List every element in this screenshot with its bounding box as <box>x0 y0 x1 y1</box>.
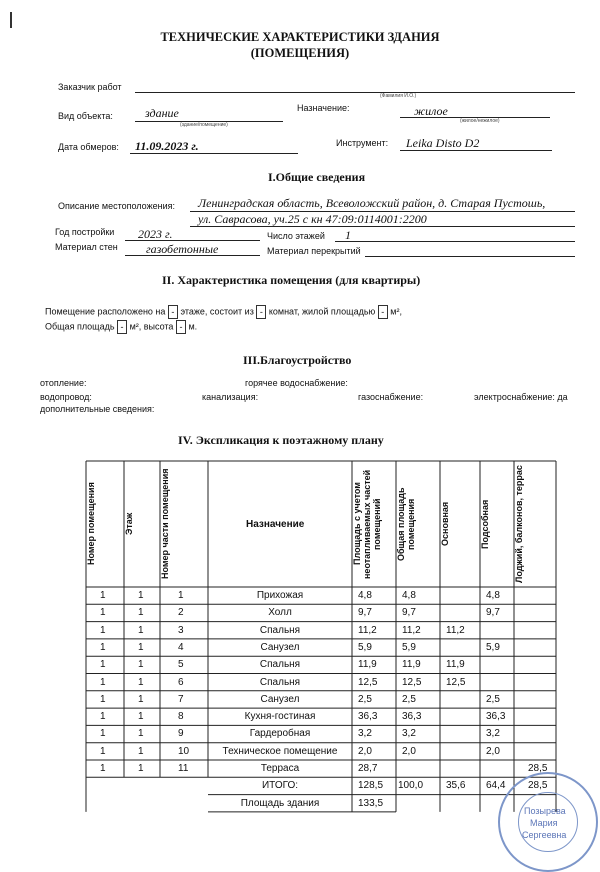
year-label: Год постройки <box>55 227 115 237</box>
cell-area-unheated: 2,5 <box>358 693 372 705</box>
stamp-line3: Сергеевна <box>522 830 567 840</box>
cell-main: 11,9 <box>446 659 465 671</box>
cell-floor: 1 <box>138 607 144 619</box>
gas-label: газоснабжение: <box>358 392 424 402</box>
date-value: 11.09.2023 г. <box>135 139 199 153</box>
cell-floor: 1 <box>138 728 144 740</box>
cell-floor: 1 <box>138 676 144 688</box>
header-part-no: Номер части помещения <box>160 468 170 580</box>
room-heading: II. Характеристика помещения (для квартиры) <box>162 273 421 287</box>
building-area-value: 133,5 <box>358 797 384 809</box>
cell-room-no: 1 <box>100 659 106 671</box>
total-area-unheated: 128,5 <box>358 780 384 792</box>
cell-purpose: Терраса <box>260 763 300 774</box>
header-loggias: Лоджий, балконов, террас <box>514 465 524 583</box>
walls-value: газобетонные <box>146 242 219 256</box>
cell-purpose: Спальня <box>259 676 301 688</box>
cell-purpose: Прихожая <box>256 590 304 601</box>
cell-main: 12,5 <box>446 676 466 688</box>
cell-total-area: 11,2 <box>402 624 421 636</box>
cell-auxiliary: 2,5 <box>486 693 500 705</box>
object-type-label: Вид объекта: <box>58 111 113 121</box>
header-total-area: Общая площадь помещения <box>396 487 416 561</box>
purpose-value: жилое <box>414 104 448 118</box>
date-label: Дата обмеров: <box>58 142 119 152</box>
cell-area-unheated: 36,3 <box>358 711 378 723</box>
cell-part-no: 1 <box>178 590 184 601</box>
total-main: 35,6 <box>446 780 466 792</box>
header-room-no: Номер помещения <box>86 482 96 566</box>
cell-purpose: Гардеробная <box>249 728 311 740</box>
cell-purpose: Техническое помещение <box>222 745 338 757</box>
cell-room-no: 1 <box>100 607 106 619</box>
customer-hint: (Фамилия И.О.) <box>380 93 417 99</box>
sewer-label: канализация: <box>202 392 259 402</box>
general-heading: I.Общие сведения <box>268 170 366 184</box>
explication-heading: IV. Экспликация к поэтажному плану <box>178 433 384 447</box>
cell-room-no: 1 <box>100 676 106 688</box>
cell-total-area: 12,5 <box>402 676 422 688</box>
document-subtitle: (ПОМЕЩЕНИЯ) <box>250 46 350 60</box>
instrument-label: Инструмент: <box>336 138 389 148</box>
cell-floor: 1 <box>138 745 144 757</box>
cell-part-no: 5 <box>178 659 184 671</box>
cell-total-area: 36,3 <box>402 711 422 723</box>
total-loggias: 28,5 <box>528 780 548 792</box>
cell-auxiliary: 4,8 <box>486 590 500 601</box>
ceiling-label: Материал перекрытий <box>267 246 361 256</box>
total-auxiliary: 64,4 <box>486 780 506 792</box>
cell-total-area: 9,7 <box>402 607 416 619</box>
cell-area-unheated: 28,7 <box>358 763 378 774</box>
cell-part-no: 6 <box>178 676 184 688</box>
cell-area-unheated: 11,9 <box>358 659 377 671</box>
living-area-box: - <box>378 305 388 319</box>
purpose-label: Назначение: <box>297 103 350 113</box>
cell-floor: 1 <box>138 711 144 723</box>
cell-auxiliary: 2,0 <box>486 745 500 757</box>
room-text-m: м. <box>188 321 198 332</box>
cell-total-area: 11,9 <box>402 659 421 671</box>
total-total-area: 100,0 <box>398 780 424 792</box>
cell-part-no: 10 <box>178 745 190 757</box>
header-main: Основная <box>440 501 450 547</box>
cell-total-area: 2,0 <box>402 745 416 757</box>
cell-room-no: 1 <box>100 624 106 636</box>
cell-auxiliary: 9,7 <box>486 607 500 619</box>
floors-label: Число этажей <box>267 231 325 241</box>
cell-area-unheated: 3,2 <box>358 728 372 740</box>
cell-loggias: 28,5 <box>528 763 548 774</box>
room-text-unit: м², <box>390 306 402 317</box>
object-type-hint: (здание/помещение) <box>180 122 228 128</box>
hot-water-label: горячее водоснабжение: <box>245 378 348 388</box>
cell-room-no: 1 <box>100 711 106 723</box>
cell-part-no: 8 <box>178 711 184 723</box>
cell-purpose: Холл <box>268 607 292 619</box>
walls-label: Материал стен <box>55 242 118 252</box>
cell-auxiliary: 3,2 <box>486 728 500 740</box>
cell-floor: 1 <box>138 624 144 636</box>
total-area-box: - <box>117 320 127 334</box>
rooms-box: - <box>256 305 266 319</box>
location-line2: ул. Саврасова, уч.25 с кн 47:09:0114001:2200 <box>198 212 427 226</box>
purpose-hint: (жилое/нежилое) <box>460 118 500 124</box>
cell-purpose: Спальня <box>259 659 301 671</box>
cell-room-no: 1 <box>100 745 106 757</box>
cell-main: 11,2 <box>446 624 465 636</box>
total-label: ИТОГО: <box>261 780 299 792</box>
object-type-value: здание <box>145 106 179 120</box>
water-label: водопровод: <box>40 392 92 402</box>
building-area-label: Площадь здания <box>240 797 320 809</box>
cell-room-no: 1 <box>100 763 106 774</box>
floor-box: - <box>168 305 178 319</box>
document-title: ТЕХНИЧЕСКИЕ ХАРАКТЕРИСТИКИ ЗДАНИЯ <box>160 30 440 44</box>
cell-floor: 1 <box>138 693 144 705</box>
cell-floor: 1 <box>138 659 144 671</box>
cell-part-no: 4 <box>178 641 184 653</box>
cell-area-unheated: 2,0 <box>358 745 372 757</box>
cell-purpose: Кухня-гостиная <box>244 711 316 723</box>
cell-purpose: Санузел <box>260 693 300 705</box>
cell-total-area: 3,2 <box>402 728 416 740</box>
cell-area-unheated: 4,8 <box>358 590 372 601</box>
instrument-value: Leika Disto D2 <box>406 136 480 150</box>
cell-area-unheated: 5,9 <box>358 641 372 653</box>
room-text-total: Общая площадь <box>45 321 115 332</box>
cell-auxiliary: 36,3 <box>486 711 506 723</box>
cell-purpose: Санузел <box>260 641 300 653</box>
cell-part-no: 7 <box>178 693 184 705</box>
utilities-heading: III.Благоустройство <box>243 353 352 367</box>
cell-auxiliary: 5,9 <box>486 641 500 653</box>
cell-room-no: 1 <box>100 728 106 740</box>
electricity-label: электроснабжение: да <box>474 392 568 402</box>
header-area-unheated: Площадь с учетом неотапливаемых частей помещений <box>352 469 382 579</box>
stamp-line1: Позырева <box>524 806 566 816</box>
height-box: - <box>176 320 186 334</box>
cell-part-no: 2 <box>178 607 184 619</box>
room-text-floor: Помещение расположено на <box>45 306 166 317</box>
cell-purpose: Спальня <box>259 624 301 636</box>
location-label: Описание местоположения: <box>58 201 175 211</box>
header-purpose: Назначение <box>246 519 305 530</box>
cell-area-unheated: 12,5 <box>358 676 378 688</box>
cell-area-unheated: 9,7 <box>358 607 372 619</box>
room-text-height: м², высота <box>129 321 174 332</box>
cell-room-no: 1 <box>100 641 106 653</box>
extra-label: дополнительные сведения: <box>40 404 155 414</box>
floors-value: 1 <box>345 228 351 242</box>
cell-total-area: 2,5 <box>402 693 416 705</box>
cell-floor: 1 <box>138 590 144 601</box>
stamp-line2: Мария <box>530 818 558 828</box>
heating-label: отопление: <box>40 378 87 388</box>
cell-total-area: 4,8 <box>402 590 416 601</box>
header-floor: Этаж <box>124 512 134 536</box>
cell-room-no: 1 <box>100 693 106 705</box>
location-line1: Ленинградская область, Всеволожский район, д. Старая Пустошь, <box>198 196 546 210</box>
cell-floor: 1 <box>138 641 144 653</box>
cell-floor: 1 <box>138 763 144 774</box>
cell-total-area: 5,9 <box>402 641 416 653</box>
room-text-living: комнат, жилой площадью <box>268 306 376 317</box>
customer-label: Заказчик работ <box>58 82 122 92</box>
cell-part-no: 11 <box>178 763 189 774</box>
room-text-rooms: этаже, состоит из <box>180 306 254 317</box>
header-auxiliary: Подсобная <box>480 499 490 549</box>
cell-room-no: 1 <box>100 590 106 601</box>
cell-part-no: 3 <box>178 624 184 636</box>
year-value: 2023 г. <box>138 227 173 241</box>
cell-area-unheated: 11,2 <box>358 624 377 636</box>
seal-stamp <box>498 772 598 872</box>
cell-part-no: 9 <box>178 728 184 740</box>
